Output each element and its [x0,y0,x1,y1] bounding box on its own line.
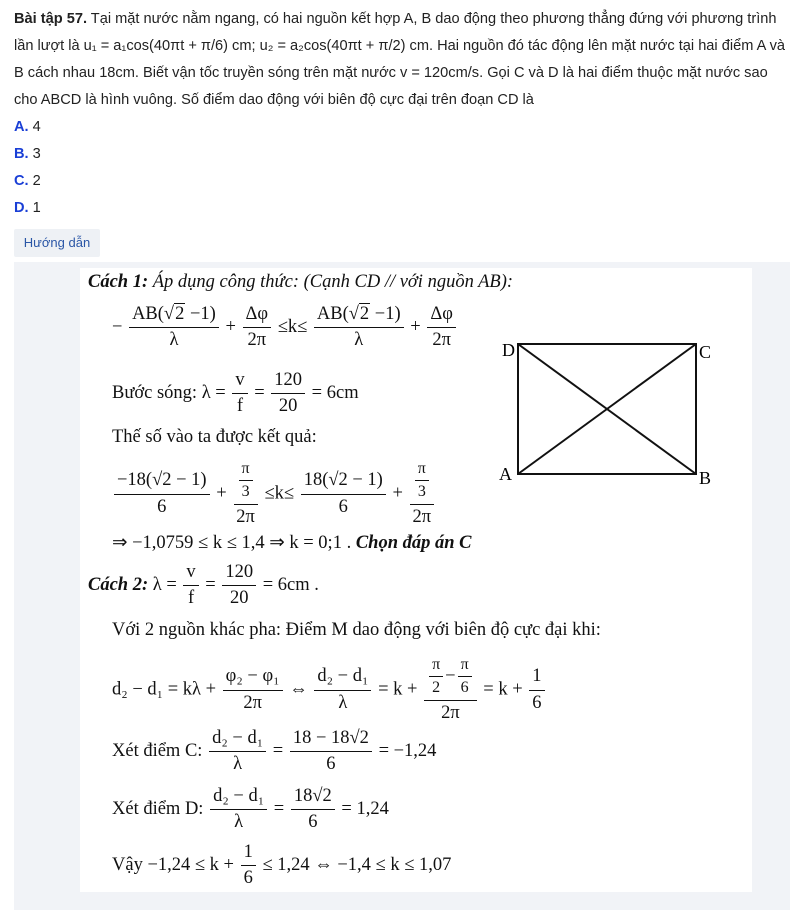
guide-button[interactable]: Hướng dẫn [14,229,100,257]
answer-list [14,114,41,222]
label-d: D [502,340,515,360]
conclusion-line: Vậy −1,24 ≤ k + $\frac{1}{6}$ ≤ 1,24 ⇔ −1,4 ≤ k ≤ 1,07 [112,842,452,889]
question-body: Tại mặt nước nằm ngang, có hai nguồn kết hợp A, B dao động theo phương thẳng đứng với phương trình lần lượt là u₁ = a₁cos(40πt + π/6) cm; u₂ = a₂cos(40πt + π/2) cm. Hai nguồn đó tác động lên mặt nước tại hai điểm A và B cách nhau 18cm. Biết vận tốc truyền sóng trên mặt nước v = 120cm/s. Gọi C và D là hai điểm thuộc mặt nước sao cho ABCD là hình vuông. Số điểm dao động với biên độ cực đại trên đoạn CD là [14,11,786,108]
method1-formula: − $\frac{AB(√2 -1)}{\lambda}$ + $\frac{\Delta\varphi}{2\pi}$ ≤k≤ $\frac{AB(√2 -1)}{\lambda}$ + $\frac{\Delta\varphi}{2\pi}$ [112,304,458,352]
answer-option-d[interactable]: D. 1 [14,200,41,216]
label-a: A [499,464,512,484]
method2-intro: Với 2 nguồn khác pha: Điểm M dao động với biên độ cực đại khi: [112,620,601,640]
question-label: Bài tập 57. [14,11,87,27]
point-d-line: Xét điểm D: $\frac{\text{d₂ − d₁}}{\lambda}$ = $\frac{18√2}{6}$ = 1,24 [112,786,389,833]
substitute-text: Thế số vào ta được kết quả: [112,427,317,447]
label-b: B [699,468,712,488]
point-c-line: Xét điểm C: $\frac{\text{d₂ − d₁}}{\lambda}$ = $\frac{18 - 18√2}{6}$ = −1,24 [112,728,437,775]
max-amplitude-equation: d₂ − d₁ = kλ + $\frac{\text{φ₂ − φ₁}}{2\pi}$ ⇔ $\frac{\text{d₂ − d₁}}{\lambda}$ = k + $\frac{\pi}{2}$ − $\frac{\pi}{6}$ 2π = k + $\frac{1}{6}$ [112,656,547,724]
answer-option-b[interactable]: B. 3 [14,146,41,162]
question-text [14,6,790,114]
result-line: ⇒ −1,0759 ≤ k ≤ 1,4 ⇒ k = 0;1 . Chọn đáp án C [112,533,472,553]
square-abcd-diagram [496,334,720,494]
substitution-formula: $\frac{-18(√2 - 1)}{6}$ + $\frac{\frac{\pi}{3}}{2\pi}$ ≤k≤ $\frac{18(√2 - 1)}{6}$ + $\frac{\frac{\pi}{3}}{2\pi}$ [112,460,436,528]
method1-heading: Cách 1: Áp dụng công thức: (Cạnh CD // với nguồn AB): [88,272,514,292]
answer-option-a[interactable]: A. 4 [14,119,41,135]
wavelength-line: Bước sóng: λ = $\frac{v}{f}$ = $\frac{120}{20}$ = 6cm [112,370,359,417]
label-c: C [699,342,712,362]
answer-option-c[interactable]: C. 2 [14,173,41,189]
method2-heading: Cách 2: λ = $\frac{v}{f}$ = $\frac{120}{20}$ = 6cm . [88,562,319,609]
